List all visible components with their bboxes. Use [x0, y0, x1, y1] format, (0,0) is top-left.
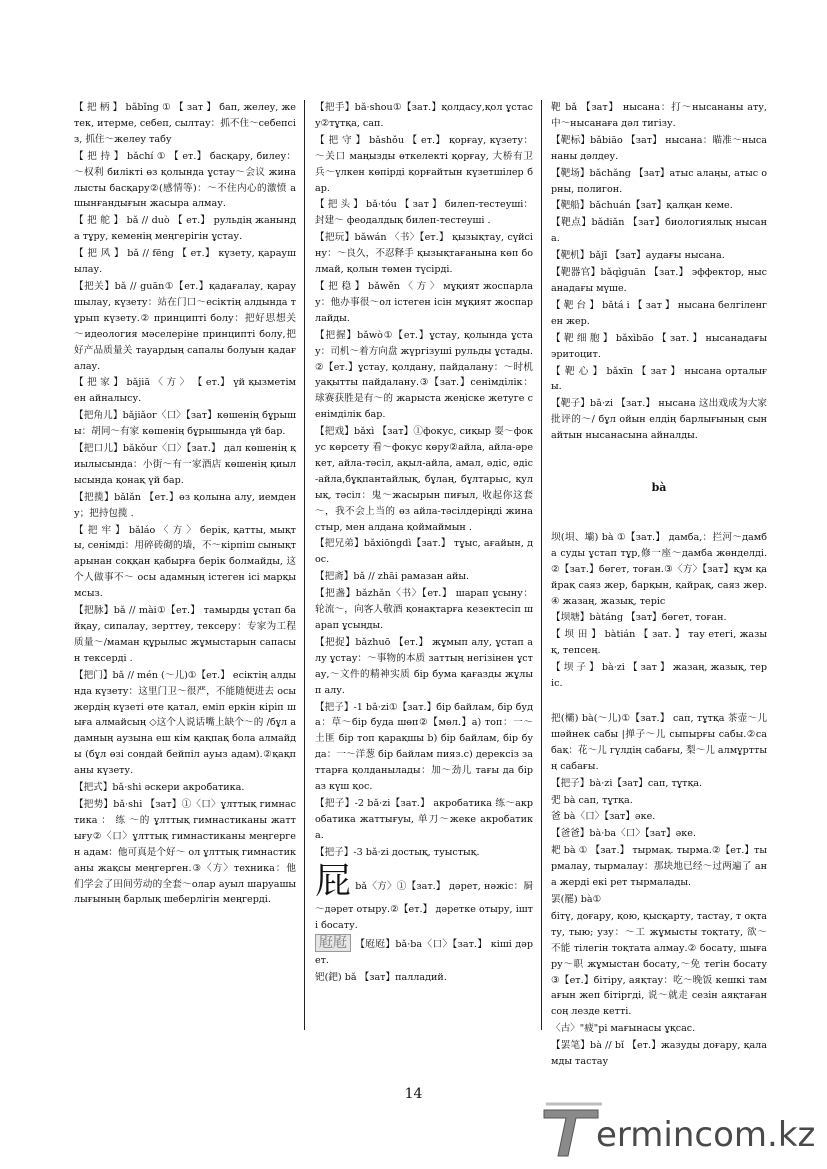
column-divider: [304, 100, 305, 1030]
dictionary-entry: 【罢笔】bà // bǐ 【ет.】жазуды доғару, қаламды тастау: [551, 1040, 767, 1068]
dictionary-entry: 【靶船】bǎchuán【зат】қалқан кеме.: [551, 200, 733, 212]
dictionary-entry: 【把手】bǎ·shou①【зат.】қолдасу,қол ұстасу②тұтқа, сап.: [315, 102, 533, 129]
dictionary-entry: 【把关】bǎ // guān①【ет.】қадағалау, қараушылау, күзету：站在门口～есіктің алдында тұрып күзету.② принципті болу：把好思想关～идеология мәселеріне принципті болу,把好产品质量关 тауардың сапалы болуын қадағалау.: [74, 280, 296, 372]
dictionary-entry: 钯(鈀) bǎ 【зат】палладий.: [315, 972, 447, 984]
dictionary-entry: 【 把 家 】 bǎjiā 〈 方 〉 【 ет.】 үй қызметімен айналысу.: [74, 377, 296, 405]
dictionary-entry: 【 把 牢 】 bǎláo 〈 方 〉 берік, қатты, мықты, сенімді：用碎砖砌的墙，不～кірпіш сынықтарынан соққан қабырға берік болмайды, 这个人做事不～ осы адамның істеген ісі марқымсыз.: [74, 524, 296, 600]
dictionary-entry: 【 靶 台 】 bǎtá i 【 зат 】 нысана белгіленген жер.: [551, 299, 767, 327]
dictionary-entry: 弝 bà сап, тұтқа.: [551, 794, 633, 806]
dictionary-entry: 【 坝 子 】 bà·zi 【 зат 】 жазаң, жазық, теріс.: [551, 662, 767, 690]
dictionary-entry: 【 靶 细 胞 】 bǎxìbāo 【 зат. 】 нысанадағы эритоцит.: [551, 332, 767, 360]
logo-text: ermincom.kz: [596, 1115, 816, 1155]
dictionary-entry: 【把子】bà·zi【зат】сап, тұтқа.: [551, 777, 703, 789]
dictionary-entry: 【把兄弟】bǎxiōngdì【зат.】 тұыс, ағайын, дос.: [315, 538, 533, 566]
dictionary-entry: 【 把 守 】 bǎshǒu 【 ет.】 қорғау, күзету：～关口 маңызды өткелекті қорғау, 大桥有卫兵～үлкен көпірді қорғайтын күзетшілер бар.: [315, 134, 533, 194]
dictionary-entry: 【把子】-3 bǎ·zi достық, туыстық.: [315, 846, 480, 858]
dictionary-entry: 【靶子】bǎ·zi 【зат.】 нысана 这出戏成为大家批评的～/ бұл ойын елдің барлығының сынайтын нысанасына айналды.: [551, 398, 767, 442]
dictionary-entry: 【靶器官】bǎqìguān 【зат.】 эффектор, нысанадағы мүше.: [551, 267, 767, 294]
dictionary-entry: 【 坝 田 】 bàtián 【 зат. 】 тау етегі, жазық, тепсең.: [551, 629, 767, 657]
dictionary-entry: 【靶标】bǎbiāo 【зат】 нысана：瞄准～нысананы дәлдеу.: [551, 134, 767, 162]
column-divider: [541, 100, 542, 1030]
dictionary-entry: 【把玩】bǎwán 〈书〉【ет.】 қызықтау, сүйсіну：～良久，不忍释手 қызықтағанына көп болмай, қолын төмен түсірді.: [315, 232, 533, 276]
dictionary-entry: 坝(垻、壩) bà ①【зат.】 дамба,：拦河～дамба суды ұстап тұр,修一座～дамба жөнделді.②【зат.】бөгет, тоған.③〈方〉【зат】құм қайрақ саяз жер, барқын, қайрақ, саяз жер. ④ жазаң, жазық, теріс: [551, 531, 767, 607]
dictionary-entry: 【坝塘】bàtáng 【зат】бөгет, тоған.: [551, 612, 727, 624]
dictionary-column-2: [315, 100, 533, 987]
dictionary-entry: бітү, доғару, қою, қысқарту, тастау, т оқтату, тыю; узу：～工 жұмысты тоқтату, 欲～不能 тілегін тоқтата алмау.② босату, шығару～职 жұмыстан босату,～免 тегін босату③【ет.】бітіру, аяқтау：吃～晚饭 кешкі тамағын жеп бітіргді, 说～就走 сезін аяқтаған соң лезде кетті.: [551, 910, 767, 1018]
dictionary-entry: 【把子】-2 bǎ·zi【зат.】 акробатика 练～акробатика жаттығуы, 单刀～жеке акробатика.: [315, 797, 533, 841]
dictionary-entry: 【 把 舵 】 bǎ // duò 【 ет.】 рульдің жанында тұру, кеменің меңгерігін ұстау.: [74, 215, 296, 243]
dictionary-entry: 耙 bà ① 【зат.】 тырмақ. тырма.②【ет.】тырмалау, тырмалау：那块地已经～过两遍了 ана жерді екі рет тырмалады.: [551, 845, 767, 889]
dictionary-entry: 【把握】bǎwò①【ет.】ұстау, қолында ұстау：司机～着方向盘 жүргізуші рульды ұстады.②【ет.】ұстау, қолдану, пайдалану：～时机 уақытты пайдалану.③【зат.】сенімділік：球赛获胜是有～的 жарыста жеңіске жетуге сенімділік бар.: [315, 329, 533, 421]
dictionary-entry: 【把斋】bǎ // zhāi рамазан айы.: [315, 571, 470, 583]
dictionary-entry: 【靶点】bǎdiǎn 【зат】биологиялық нысана.: [551, 217, 767, 245]
dictionary-entry: 【把势】bǎ·shi 【зат】①〈口〉ұлттық гимнастика ： 练 ～的 ұлттық гимнастиканы жаттығу②〈口〉ұлттық гимнастиканы меңгерген адам：他可真是个好～ ол ұлттық гимнастиканы жақсы меңгерген.③〈方〉техника：他们学会了田间劳动的全套～олар ауыл шаруашылығының барлық шеберлігін меңгерді.: [74, 798, 296, 906]
dictionary-entry-boxed-glyph: [315, 934, 533, 969]
dictionary-entry: 【 把 持 】 bǎchí ① 【 ет.】 басқару, билеу：～权利 билікті өз қолында ұстау～会议 жиналысты басқару②(感情等)：～不住内心的激愤 ашынғандығын жасыра алмау.: [74, 150, 296, 210]
headword-glyph-box: 屘屘: [315, 934, 351, 952]
entry-text: 【屘屘】bǎ·ba〈口〉【зат.】 кіші дәрет.: [315, 939, 533, 967]
dictionary-entry: 【 把 头 】 bǎ·tóu 【 зат 】 билеп-тестеуші：封建～ феодалдық билеп-тестеуші .: [315, 199, 533, 227]
dictionary-entry: 【把角儿】bǎjiǎor〈口〉【зат】көшенің бұрышы：胡同～有家 көшенің бұрышында үй бар.: [74, 410, 296, 438]
section-heading: bà: [651, 481, 667, 495]
dictionary-entry: 【把子】-1 bǎ·zi①【зат.】бір байлам, бір буда：草～бір буда шөп②【мөл.】а) топ：一～土匪 бір топ қарақшы b) бір байлам, бір буда：一～洋葱 бір байлам пияз.с) дерексіз заттарға қолданылады：加～劲儿 тағы да біраз күш қос.: [315, 701, 533, 793]
dictionary-entry: 【 把 风 】 bǎ // fēng 【 ет.】 күзету, қараушылау.: [74, 248, 296, 276]
dictionary-column-1: [74, 100, 296, 909]
dictionary-entry-headword-glyph: [315, 862, 533, 934]
dictionary-entry: 【靶机】bǎjī 【зат】аудағы нысана.: [551, 250, 725, 262]
spacer: [551, 693, 767, 711]
dictionary-entry: 【把捉】bǎzhuō 【ет.】 жұмып алу, ұстап алу ұстау：～事物的本质 заттың негізінен ұстау,～文件的精神实质 бір бума қағазды жұлып алу.: [315, 636, 533, 696]
dictionary-entry: 【把盏】bǎzhǎn〈书〉【ет.】 шарап ұсыну：轮流～，向客人敬酒 қонақтарға кезектесіп шарап ұсыңды.: [315, 588, 533, 631]
dictionary-entry: 【把戏】bǎxì 【зат】①фокус, сиқыр 耍～фокус көрсету 看～фокус көру②айла, айла-әрекет, айла-тәсіл, ақыл-айла, амал, әдіс, әдіс-айла,бұқпантайлық, бұлаң, бұлтарыс, қулық, тәсіл：鬼～жасырын пиғыл, 收起你这套～，我不会上当的 өз айла-тәсілдеріңді жинастыр, мен алдана қоймаймын .: [315, 426, 533, 533]
termincom-logo[interactable]: [538, 1100, 818, 1160]
dictionary-entry: 【 把 柄 】 bǎbǐng ① 【 зат 】 бап, желеу, жетек, итерме, себеп, сылтау：抓不住～себепсіз, 抓住～желеу табу: [74, 102, 296, 145]
dictionary-entry: 【把揽】bǎlǎn 【ет.】өз қолына алу, иемдену；把持包揽 .: [74, 491, 296, 519]
dictionary-entry: 【把门】bǎ // mén (～儿)①【ет.】 есіктің алдында күзету：这里门卫～很严，不能随便进去 осы жердің күзеті өте қатал, еміп еркін кіріп шыға алмайсың ◇这个人说话嘴上缺个～的 /бұл адамның аузына еш кім қақпақ бола алмайды (бұл өзі сондай бейпіл ауыз адам).②қақпаны күзету.: [74, 669, 296, 777]
termincom-logo-graphic: [538, 1100, 818, 1160]
dictionary-entry: 靶 bǎ 【зат】 нысана：打～нысананы ату, 中～нысанаға дәл тигізу.: [551, 102, 767, 129]
dictionary-entry: 【 靶 心 】 bǎxīn 【 зат 】 нысана орталығы.: [551, 365, 767, 393]
dictionary-entry: 【靶场】bǎchǎng 【зат】атыс алаңы, атыс орны, полигон.: [551, 167, 767, 195]
dictionary-entry: 【爸爸】bà·ba〈口〉【зат】әке.: [551, 828, 696, 840]
page-number: 14: [404, 1086, 423, 1102]
dictionary-entry: 【把口儿】bǎkǒur〈口〉【зат.】 дал көшенің қиылысында：小街～有一家酒店 көшенің қиылысында қонақ үй бар.: [74, 443, 296, 486]
entry-text: bǎ〈方〉①【зат.】 дәрет, нәжіс：屙～дәрет отыру.②【ет.】 дәретке отыру, іштi босату.: [315, 880, 533, 931]
dictionary-entry: 爸 bà〈口〉【зат】әке.: [551, 811, 656, 823]
dictionary-entry: 罢(罷) bà①: [551, 893, 602, 905]
dictionary-entry: 【把式】bǎ·shi әскери акробатика.: [74, 782, 245, 794]
dictionary-column-3: [551, 100, 767, 1071]
dictionary-entry: 〈古〉"疲"рі мағынасы ұқсас.: [551, 1023, 696, 1035]
dictionary-entry: 【把脉】bǎ // mài①【ет.】 тамырды ұстап байқау, сипалау, зерттеу, тексеру：专家为工程质量～/маман құрылыс жұмыстарын сапасын тексерді .: [74, 605, 296, 664]
headword-glyph: 屁: [315, 860, 352, 902]
dictionary-entry: 【 把 稳 】 bǎwěn 〈 方 〉 мұқият жоспарлау：他办事很～ол істеген ісін мұқият жоспарлайды.: [315, 280, 533, 324]
dictionary-entry: 把(欛) bà(～儿)①【зат.】 сап, тұтқа 茶壶～儿 шәйнек сабы |掸子～儿 сыпырғы сабы.②сабақ：花～儿 гүлдің сабағы, 梨～儿 алмұрттың сабағы.: [551, 713, 767, 772]
